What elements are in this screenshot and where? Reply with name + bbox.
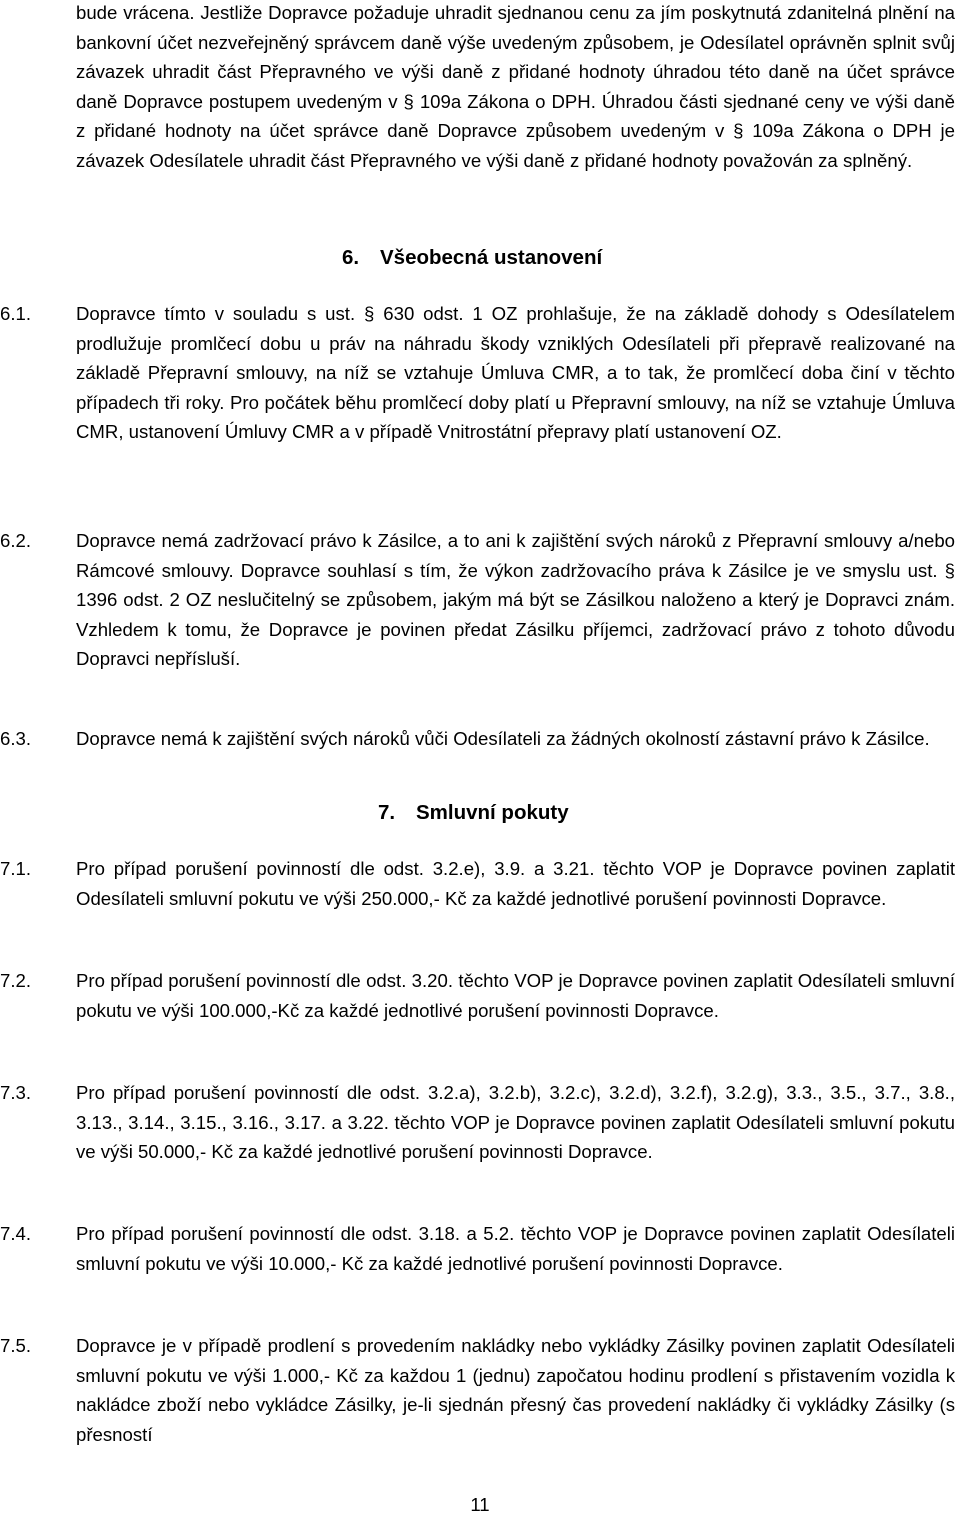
section-7-number: 7. xyxy=(378,801,396,824)
section-6-title: Všeobecná ustanovení xyxy=(380,246,603,269)
section-6-heading xyxy=(342,243,602,273)
clause-text: Dopravce tímto v souladu s ust. § 630 odst. 1 OZ prohlašuje, že na základě dohody s Odesílatelem prodlužuje promlčecí dobu u práv na náhradu škody vzniklých Odesílateli při přepravě realizované na základě Přepravní smlouvy, na níž se vztahuje Úmluva CMR, a to tak, že promlčecí doba činí v těchto případech tři roky. Pro počátek běhu promlčecí doby platí u Přepravní smlouvy, na níž se vztahuje Úmluva CMR, ustanovení Úmluvy CMR a v případě Vnitrostátní přepravy platí ustanovení OZ. xyxy=(76,303,955,442)
section-7-title: Smluvní pokuty xyxy=(416,801,569,824)
clause-number: 7.2. xyxy=(0,970,32,991)
clause-text: Pro případ porušení povinností dle odst. 3.2.a), 3.2.b), 3.2.c), 3.2.d), 3.2.f), 3.2.g), 3.3., 3.5., 3.7., 3.8., 3.13., 3.14., 3.15., 3.16., 3.17. a 3.22. těchto VOP je Dopravce povinen zaplatit Odesílateli smluvní pokutu ve výši 50.000,- Kč za každé jednotlivé porušení povinnosti Dopravce. xyxy=(76,1082,955,1162)
intro-paragraph: bude vrácena. Jestliže Dopravce požaduje uhradit sjednanou cenu za jím poskytnutá zdanitelná plnění na bankovní účet nezveřejněný správcem daně výše uvedeným způsobem, je Odesílatel oprávněn splnit svůj závazek uhradit část Přepravného ve výši daně z přidané hodnoty úhradou této daně na účet správce daně Dopravce postupem uvedeným v § 109a Zákona o DPH. Úhradou části sjednané ceny ve výši daně z přidané hodnoty na účet správce daně Dopravce způsobem uvedeným v § 109a Zákona o DPH je závazek Odesílatele uhradit část Přepravného ve výši daně z přidané hodnoty považován za splněný. xyxy=(76,2,955,171)
section-7-heading xyxy=(378,798,569,828)
clause-number: 6.1. xyxy=(0,303,32,324)
section-6-number: 6. xyxy=(342,246,360,269)
clause-text: Dopravce je v případě prodlení s provedením nakládky nebo vykládky Zásilky povinen zaplatit Odesílateli smluvní pokutu ve výši 1.000,- Kč za každou 1 (jednu) započatou hodinu prodlení s přistavením vozidla k nakládce zboží nebo vykládce Zásilky, je-li sjednán přesný čas provedení nakládky či vykládky Zásilky (s přesností xyxy=(76,1335,955,1445)
clause-text: Dopravce nemá k zajištění svých nároků vůči Odesílateli za žádných okolností zástavní právo k Zásilce. xyxy=(76,728,930,749)
page-number: 11 xyxy=(470,1494,490,1515)
clause-number: 7.3. xyxy=(0,1082,32,1103)
clause-number: 7.1. xyxy=(0,858,32,879)
clause-number: 7.5. xyxy=(0,1335,32,1356)
clause-number: 7.4. xyxy=(0,1223,32,1244)
clause-text: Pro případ porušení povinností dle odst. 3.2.e), 3.9. a 3.21. těchto VOP je Dopravce povinen zaplatit Odesílateli smluvní pokutu ve výši 250.000,- Kč za každé jednotlivé porušení povinnosti Dopravce. xyxy=(76,858,955,909)
clause-text: Pro případ porušení povinností dle odst. 3.20. těchto VOP je Dopravce povinen zaplatit Odesílateli smluvní pokutu ve výši 100.000,-Kč za každé jednotlivé porušení povinnosti Dopravce. xyxy=(76,970,955,1021)
clause-number: 6.3. xyxy=(0,728,32,749)
clause-text: Dopravce nemá zadržovací právo k Zásilce, a to ani k zajištění svých nároků z Přepravní smlouvy a/nebo Rámcové smlouvy. Dopravce souhlasí s tím, že výkon zadržovacího práva k Zásilce je ve smyslu ust. § 1396 odst. 2 OZ neslučitelný se způsobem, jakým má být se Zásilkou naloženo a který je Dopravci znám. Vzhledem k tomu, že Dopravce je povinen předat Zásilku příjemci, zadržovací právo z tohoto důvodu Dopravci nepřísluší. xyxy=(76,530,955,669)
clause-number: 6.2. xyxy=(0,530,32,551)
clause-text: Pro případ porušení povinností dle odst. 3.18. a 5.2. těchto VOP je Dopravce povinen zaplatit Odesílateli smluvní pokutu ve výši 10.000,- Kč za každé jednotlivé porušení povinnosti Dopravce. xyxy=(76,1223,955,1274)
